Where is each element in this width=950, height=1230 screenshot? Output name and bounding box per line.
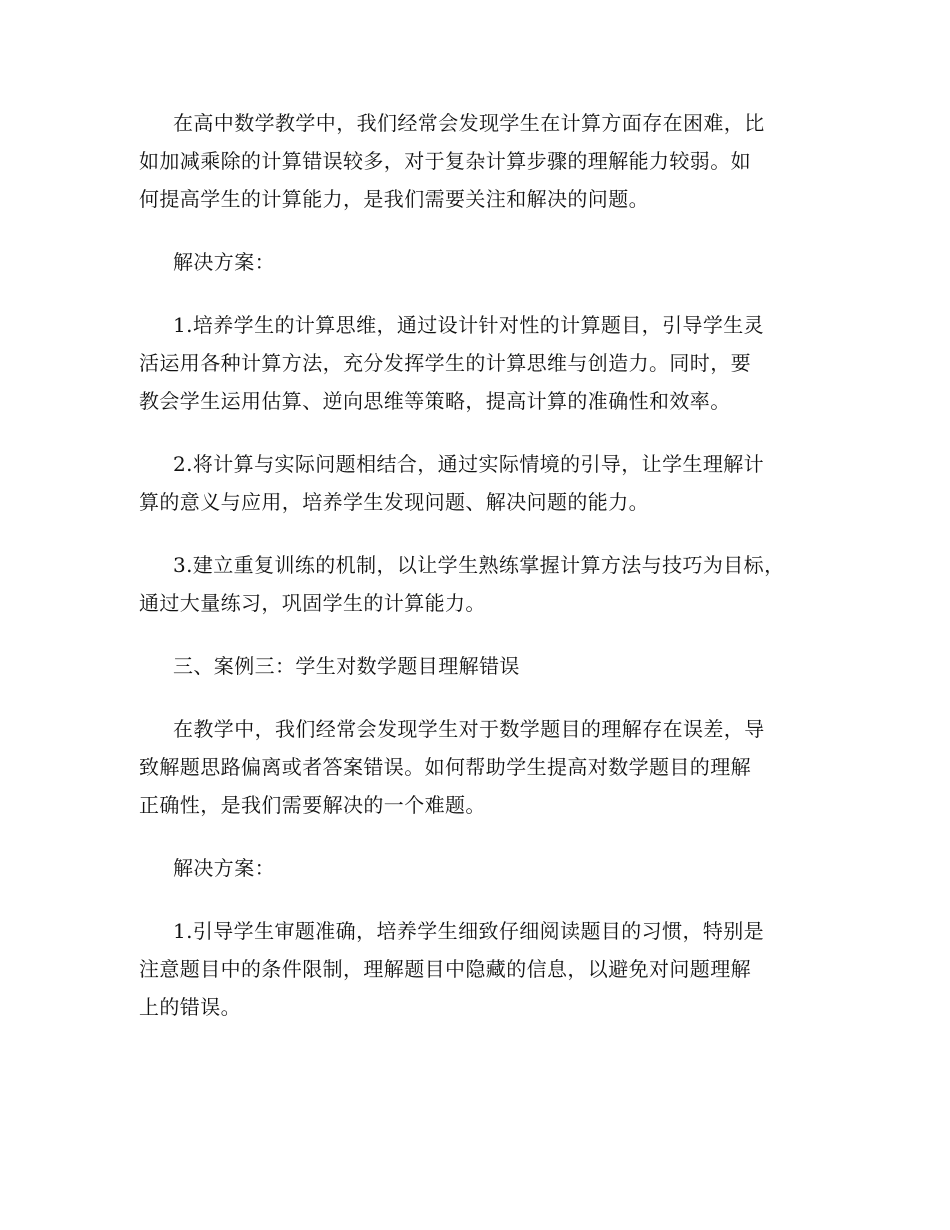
text-line: 如加减乘除的计算错误较多，对于复杂计算步骤的理解能力较弱。如 [139,149,751,173]
text-line: 1.培养学生的计算思维，通过设计针对性的计算题目，引导学生灵 [173,313,765,337]
text-line: 在高中数学教学中，我们经常会发现学生在计算方面存在困难，比 [173,111,765,135]
text-line: 教会学生运用估算、逆向思维等策略，提高计算的准确性和效率。 [139,389,731,413]
text-line: 通过大量练习，巩固学生的计算能力。 [139,591,486,615]
paragraph-case-3-intro [139,710,819,824]
text-line: 在教学中，我们经常会发现学生对于数学题目的理解存在误差，导 [173,717,765,741]
paragraph-solution-3 [139,546,819,622]
paragraph-solution-heading [139,243,819,281]
text-line: 正确性，是我们需要解决的一个难题。 [139,793,486,817]
paragraph-solution-heading-2 [139,849,819,887]
text-line: 算的意义与应用，培养学生发现问题、解决问题的能力。 [139,490,649,514]
text-line: 活运用各种计算方法，充分发挥学生的计算思维与创造力。同时，要 [139,351,751,375]
text-line: 1.引导学生审题准确，培养学生细致仔细阅读题目的习惯，特别是 [173,919,765,943]
text-line: 何提高学生的计算能力，是我们需要关注和解决的问题。 [139,187,649,211]
paragraph-solution-1 [139,306,819,420]
text-line: 注意题目中的条件限制，理解题目中隐藏的信息，以避免对问题理解 [139,957,751,981]
text-line: 解决方案： [173,856,275,880]
text-line: 上的错误。 [139,995,241,1019]
text-line: 致解题思路偏离或者答案错误。如何帮助学生提高对数学题目的理解 [139,755,751,779]
paragraph-case-3-solution-1 [139,912,819,1026]
text-line: 解决方案： [173,250,275,274]
section-heading-case-3 [139,647,819,685]
text-line: 三、案例三：学生对数学题目理解错误 [173,654,520,678]
text-line: 3.建立重复训练的机制，以让学生熟练掌握计算方法与技巧为目标， [173,553,785,577]
document-body [139,104,819,1026]
paragraph-solution-2 [139,445,819,521]
text-line: 2.将计算与实际问题相结合，通过实际情境的引导，让学生理解计 [173,452,765,476]
paragraph-intro [139,104,819,218]
